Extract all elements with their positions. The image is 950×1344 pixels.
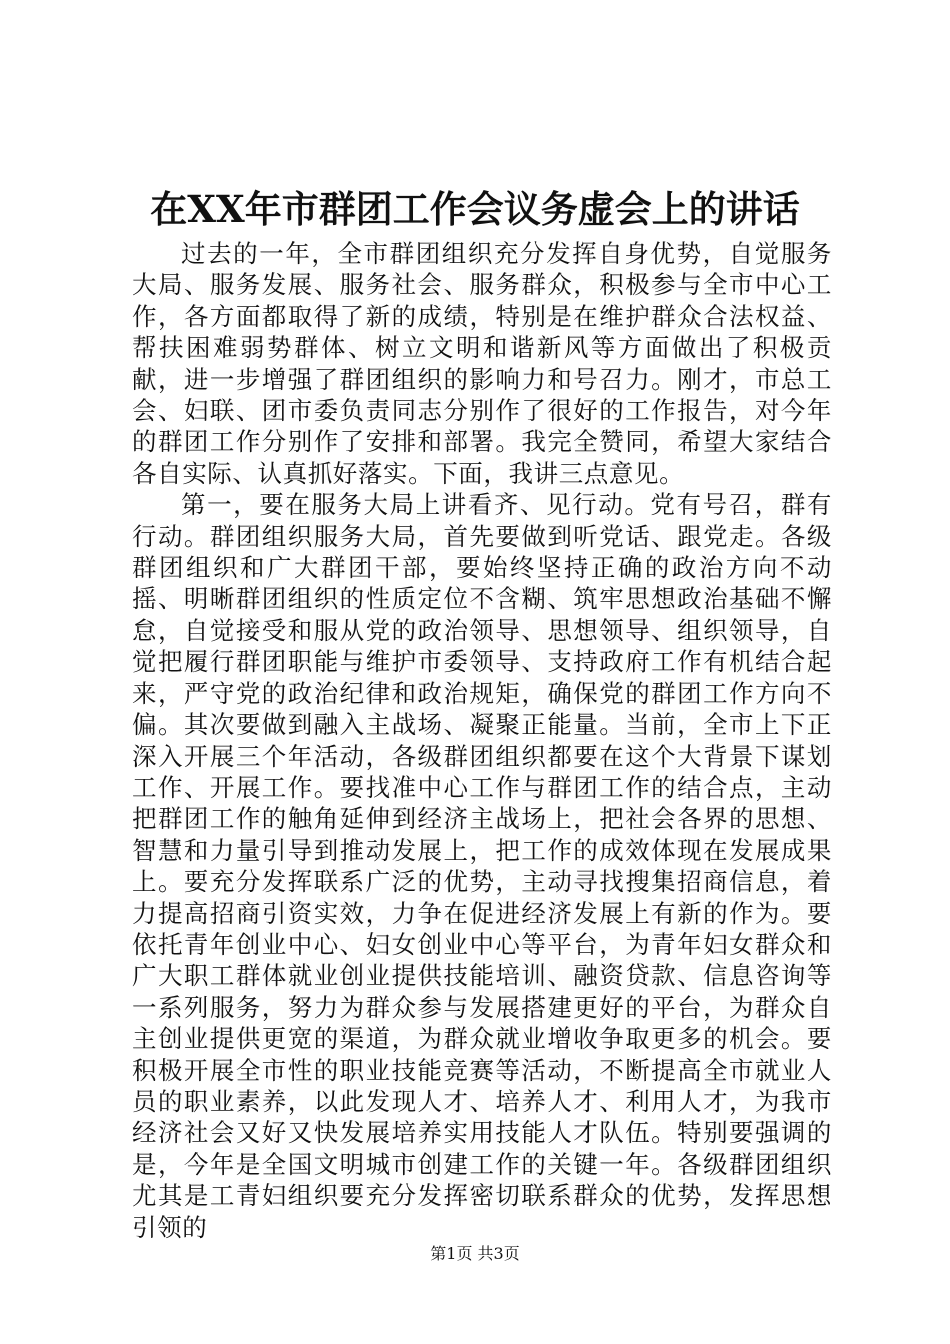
paragraph-first-point: 第一，要在服务大局上讲看齐、见行动。党有号召，群有行动。群团组织服务大局，首先要做到听党话、跟党走。各级群团组织和广大群团干部，要始终坚持正确的政治方向不动摇、明晰群团组织的性质定位不含糊、筑牢思想政治基础不懈怠，自觉接受和服从党的政治领导、思想领导、组织领导，自觉把履行群团职能与维护市委领导、支持政府工作有机结合起来，严守党的政治纪律和政治规矩，确保党的群团工作方向不偏。其次要做到融入主战场、凝聚正能量。当前，全市上下正深入开展三个年活动，各级群团组织都要在这个大背景下谋划工作、开展工作。要找准中心工作与群团工作的结合点，主动把群团工作的触角延伸到经济主战场上，把社会各界的思想、智慧和力量引导到推动发展上，把工作的成效体现在发展成果上。要充分发挥联系广泛的优势，主动寻找搜集招商信息，着力提高招商引资实效，力争在促进经济发展上有新的作为。要依托青年创业中心、妇女创业中心等平台，为青年妇女群众和广大职工群体就业创业提供技能培训、融资贷款、信息咨询等一系列服务，努力为群众参与发展搭建更好的平台，为群众自主创业提供更宽的渠道，为群众就业增收争取更多的机会。要积极开展全市性的职业技能竞赛等活动，不断提高全市就业人员的职业素养，以此发现人才、培养人才、利用人才，为我市经济社会又好又快发展培养实用技能人才队伍。特别要强调的是，今年是全国文明城市创建工作的关键一年。各级群团组织尤其是工青妇组织要充分发挥密切联系群众的优势，发挥思想引领的 — [132, 490, 832, 1242]
page-footer: 第1页 共3页 — [430, 1244, 520, 1263]
document-title: 在XX年市群团工作会议务虚会上的讲话 — [150, 187, 800, 231]
paragraph-intro: 过去的一年，全市群团组织充分发挥自身优势，自觉服务大局、服务发展、服务社会、服务群众，积极参与全市中心工作，各方面都取得了新的成绩，特别是在维护群众合法权益、帮扶困难弱势群体、树立文明和谐新风等方面做出了积极贡献，进一步增强了群团组织的影响力和号召力。刚才，市总工会、妇联、团市委负责同志分别作了很好的工作报告，对今年的群团工作分别作了安排和部署。我完全赞同，希望大家结合各自实际、认真抓好落实。下面，我讲三点意见。 — [132, 239, 832, 488]
document-body — [132, 238, 832, 1243]
